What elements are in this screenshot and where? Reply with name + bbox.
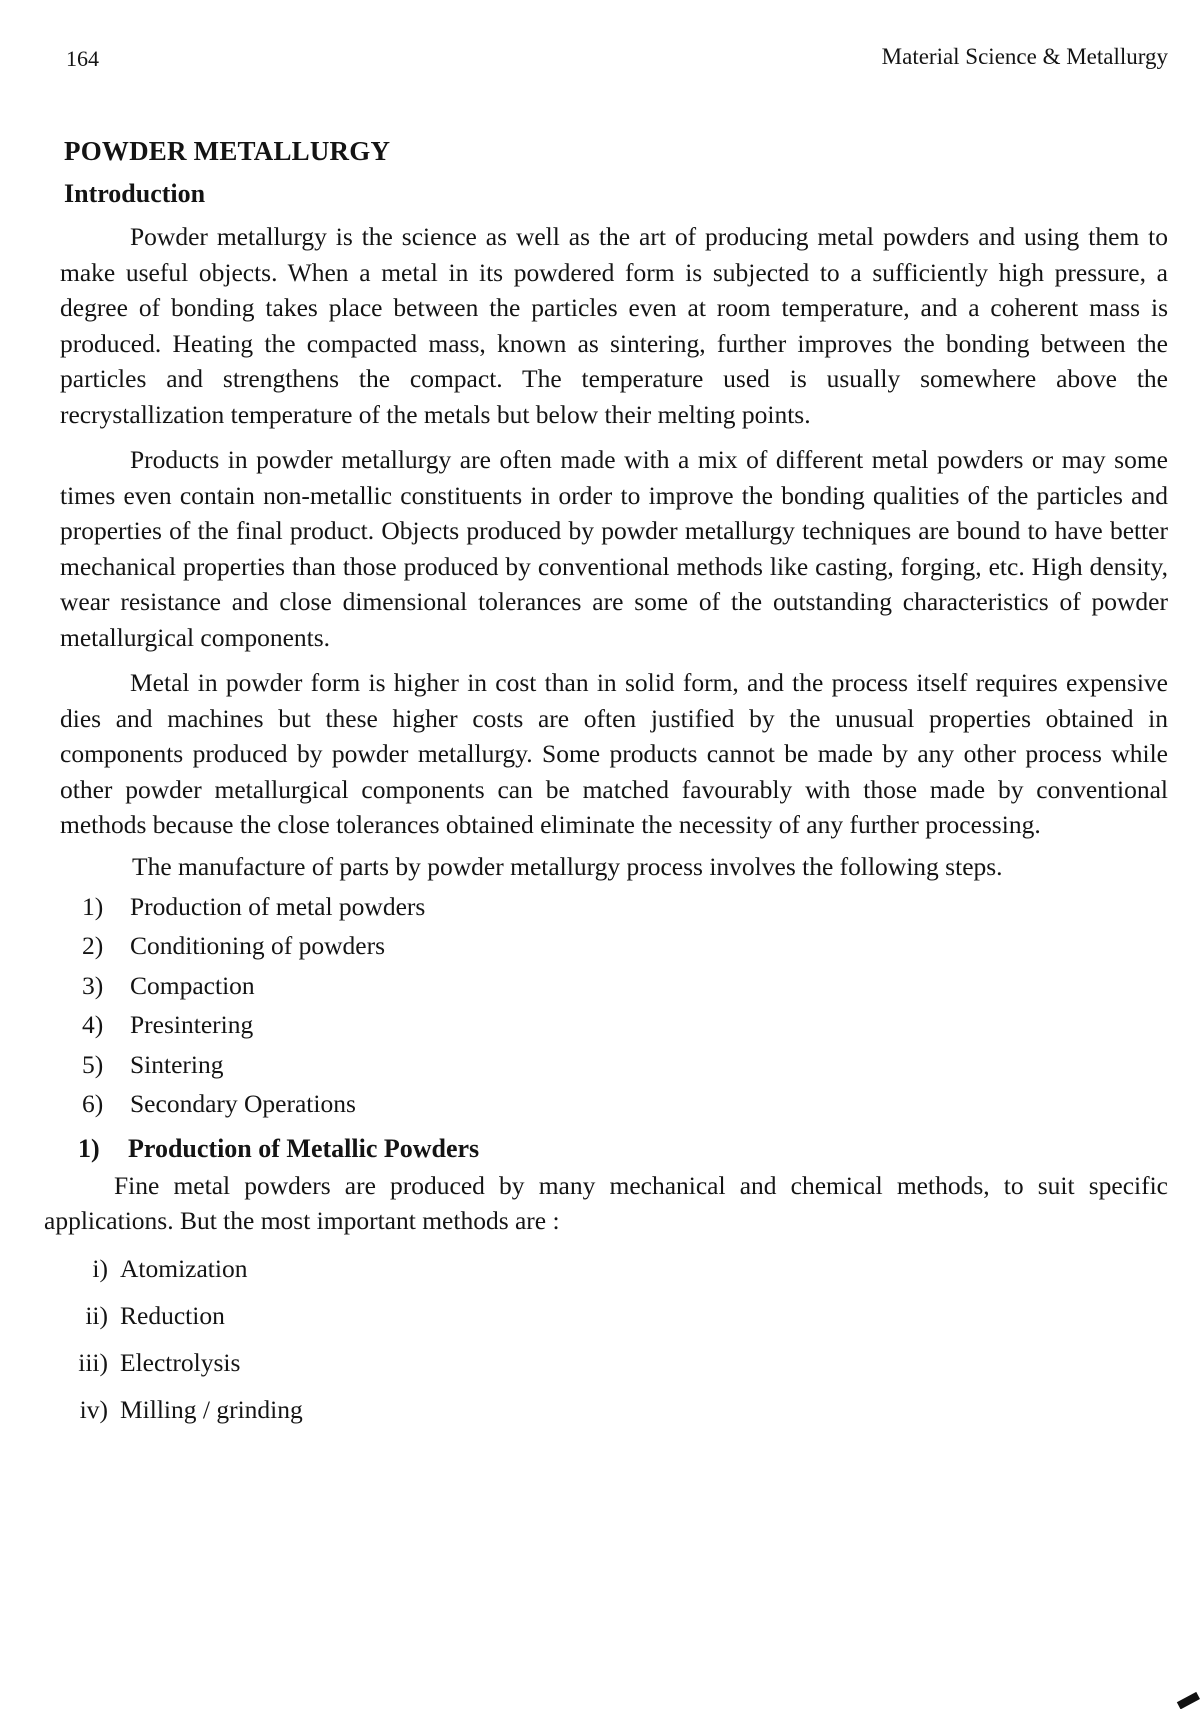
list-item-label: Production of metal powders (130, 891, 426, 921)
subsection-paragraph: Fine metal powders are produced by many mechanical and chemical methods, to suit specific applications. But the most important methods are : (44, 1170, 1168, 1235)
list-item-label: Electrolysis (120, 1347, 241, 1377)
list-item-label: Secondary Operations (130, 1089, 356, 1118)
list-item-label: Compaction (130, 970, 255, 1000)
list-item (60, 1245, 1168, 1292)
intro-paragraph-1: Powder metallurgy is the science as well as the art of producing metal powders and using them to make useful objects. When a metal in its powdered form is subjected to a sufficiently high pressure, a degree of bonding takes place between the particles even at room temperature, and a coherent mass is produced. Heating the compacted mass, known as sintering, further improves the bonding between the particles and strengthens the compact. The temperature used is usually somewhere above the recrystallization temperature of the metals but below their melting points. (60, 222, 1168, 429)
page-number: 164 (66, 46, 99, 71)
list-item (60, 1339, 1168, 1386)
list-item (60, 926, 1168, 966)
list-item (60, 966, 1168, 1006)
subsection-heading (78, 1134, 1168, 1164)
running-header: Material Science & Metallurgy (881, 44, 1168, 69)
page-corner-mark (1177, 1692, 1200, 1709)
list-item (60, 1292, 1168, 1339)
list-item-number: 2) (82, 931, 104, 960)
list-item (60, 887, 1168, 927)
introduction-heading: Introduction (64, 179, 206, 208)
list-item-number: ii) (85, 1300, 108, 1330)
intro-paragraph-3: Metal in powder form is higher in cost than in solid form, and the process itself requires expensive dies and machines but these higher costs are often justified by the unusual properties obtained in components produced by powder metallurgy. Some products cannot be made by any other process while other powder metallurgical components can be matched favourably with those made by conventional methods because the close tolerances obtained eliminate the necessity of any further processing. (60, 668, 1168, 839)
list-item (60, 1045, 1168, 1085)
list-item-number: 6) (82, 1089, 104, 1118)
list-item-label: Conditioning of powders (130, 931, 385, 960)
subsection-number: 1) (78, 1133, 100, 1163)
list-item-number: iv) (79, 1394, 108, 1424)
intro-paragraph-2: Products in powder metallurgy are often made with a mix of different metal powders or may some times even contain non-metallic constituents in order to improve the bonding qualities of the particles and properties of the final product. Objects produced by powder metallurgy techniques are bound to have better mechanical properties than those produced by conventional methods like casting, forging, etc. High density, wear resistance and close dimensional tolerances are some of the outstanding characteristics of powder metallurgical components. (60, 445, 1168, 652)
list-item-number: 5) (82, 1049, 104, 1079)
page-content (44, 136, 1168, 1433)
list-item-label: Sintering (130, 1049, 224, 1079)
steps-intro: The manufacture of parts by powder metallurgy process involves the following steps. (132, 851, 1003, 881)
list-item-number: iii) (78, 1347, 108, 1377)
list-item (60, 1005, 1168, 1045)
steps-list (60, 887, 1168, 1124)
list-item-label: Milling / grinding (120, 1394, 303, 1424)
list-item-number: 3) (82, 970, 104, 1000)
list-item-label: Reduction (120, 1300, 225, 1330)
list-item-number: i) (92, 1253, 108, 1283)
list-item (60, 1084, 1168, 1124)
list-item-label: Presintering (130, 1010, 254, 1039)
section-title: POWDER METALLURGY (64, 136, 391, 166)
methods-list (60, 1245, 1168, 1433)
subsection-title: Production of Metallic Powders (128, 1133, 480, 1163)
list-item-label: Atomization (120, 1253, 248, 1283)
list-item-number: 4) (82, 1010, 104, 1039)
list-item (60, 1386, 1168, 1433)
list-item-number: 1) (82, 891, 104, 921)
